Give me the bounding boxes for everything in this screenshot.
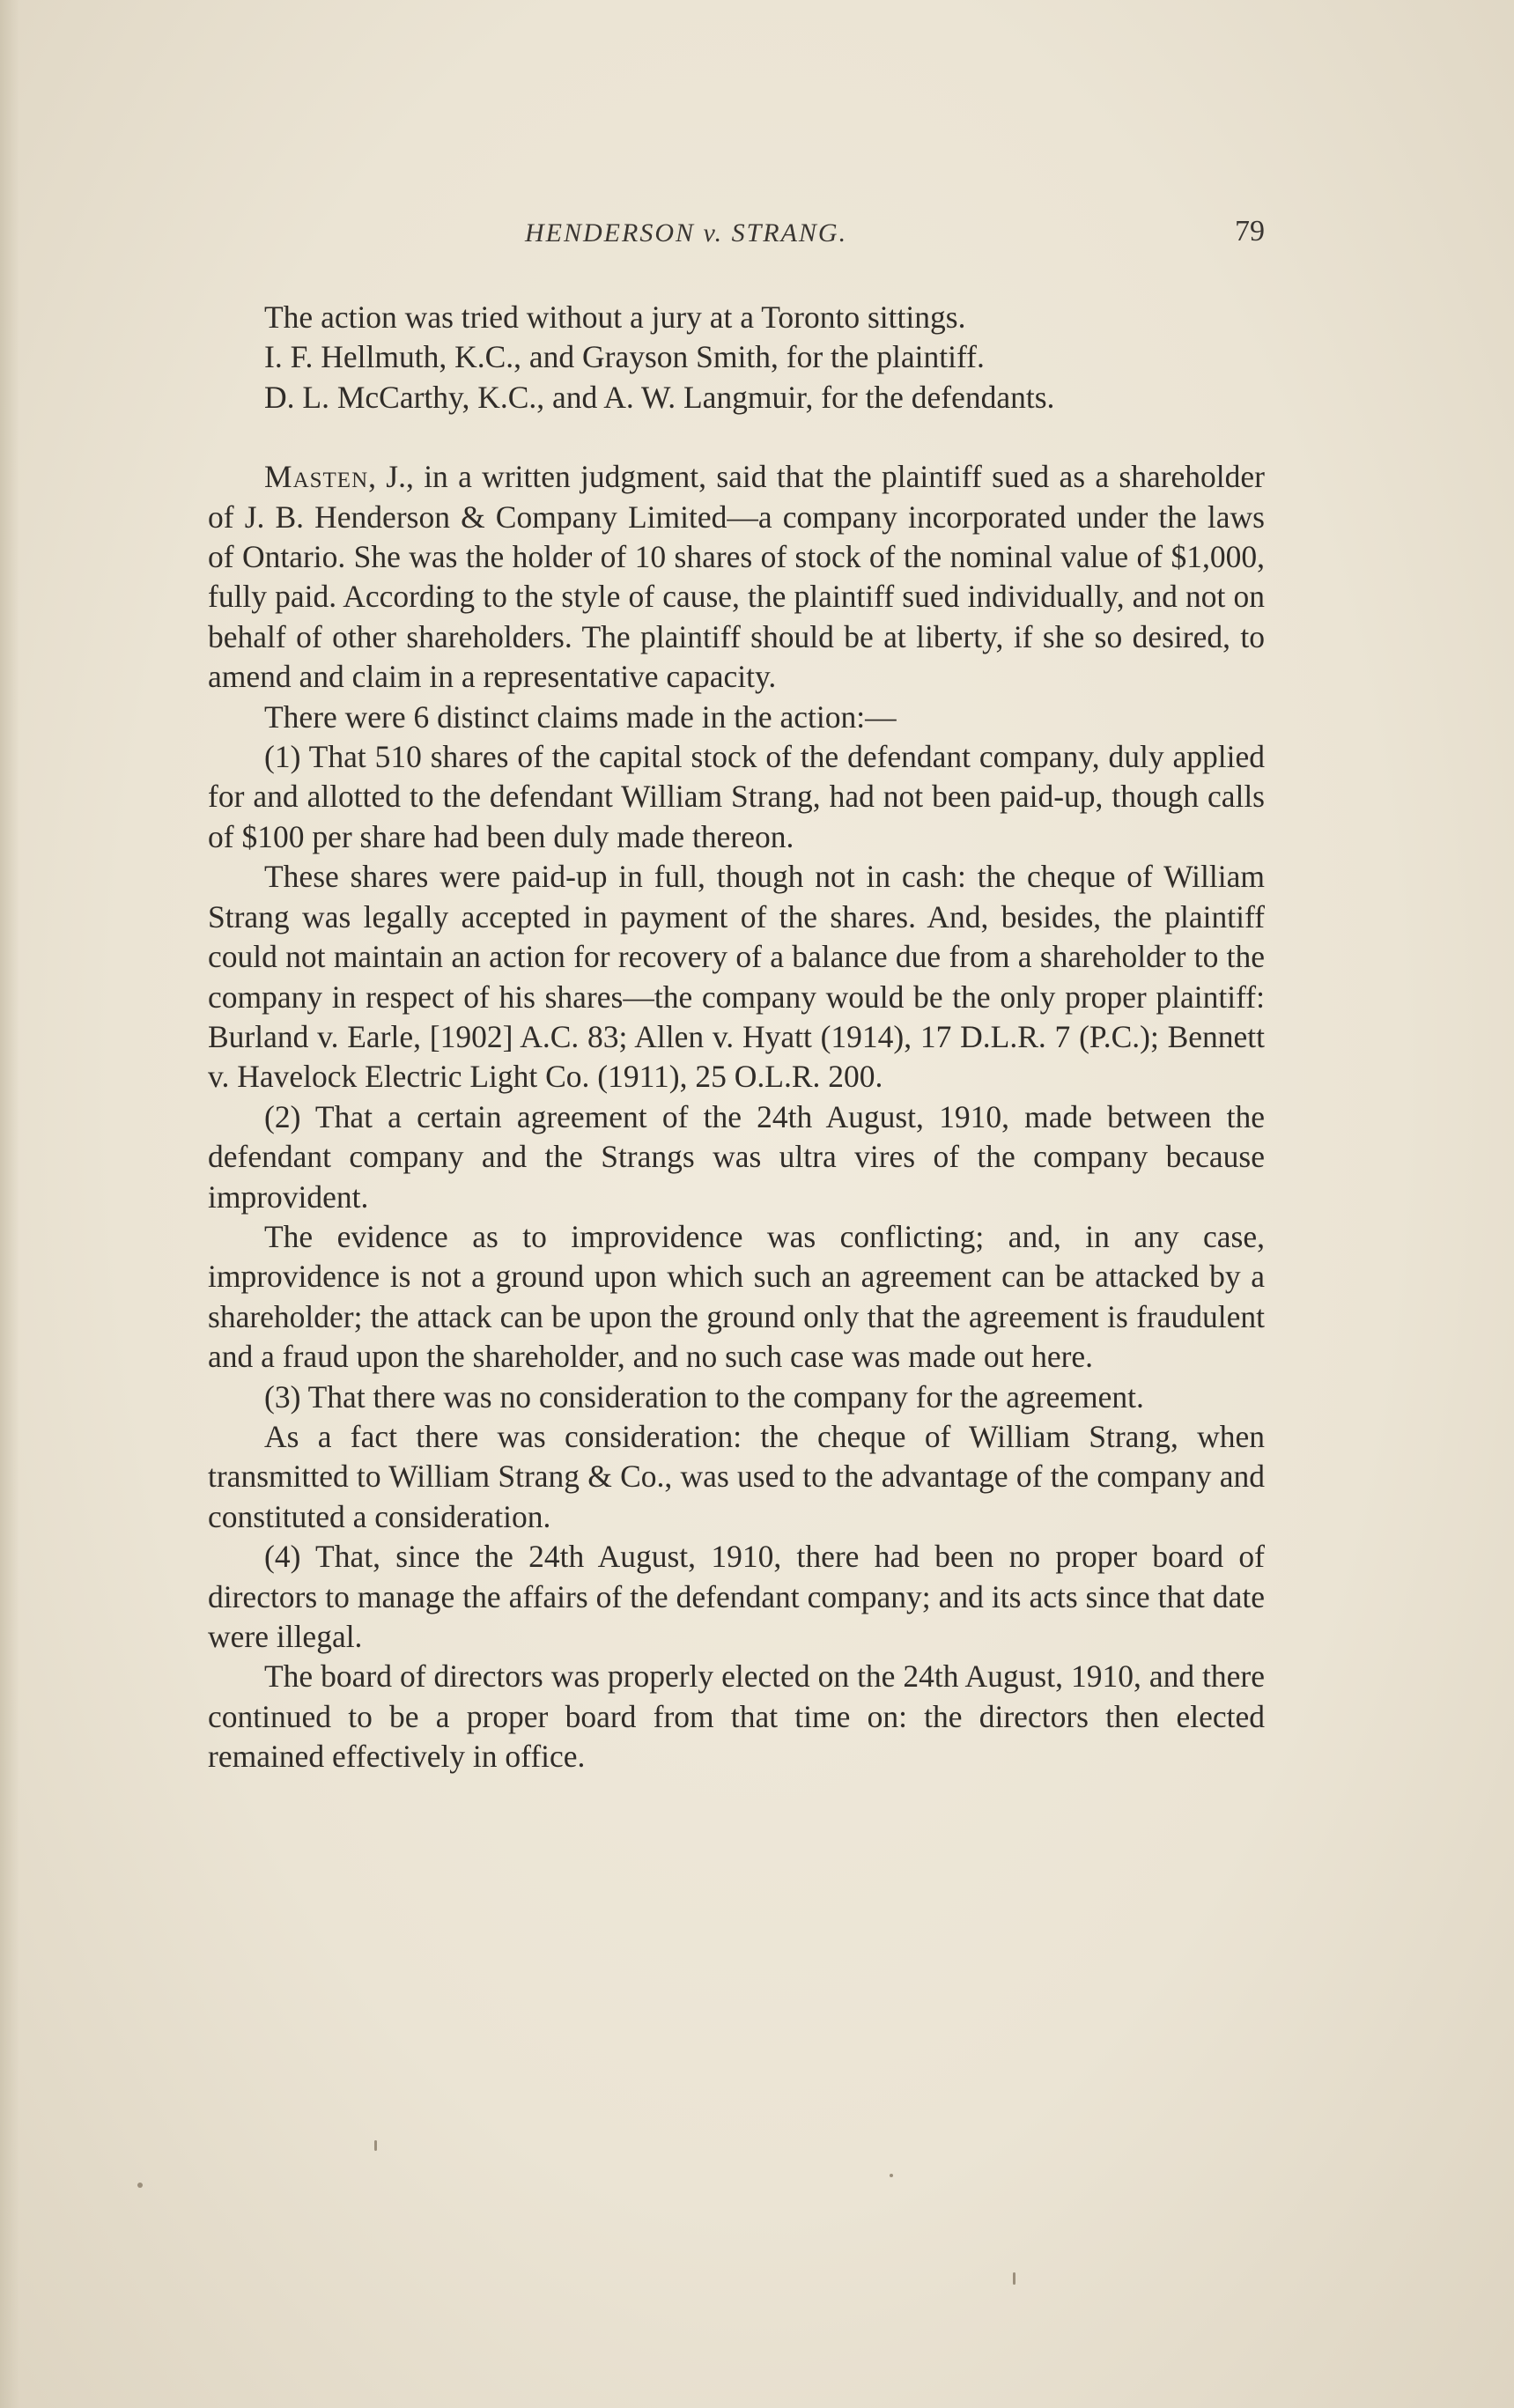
paper-speck [890,2174,893,2177]
page-edge-shadow [0,0,19,2408]
running-head [208,215,1265,257]
page-number: 79 [1235,215,1265,247]
running-title: HENDERSON v. STRANG. [525,218,848,247]
paragraph-claim-3: (3) That there was no consideration to the company for the agreement. [264,1378,1144,1415]
paragraph-claim-2: (2) That a certain agreement of the 24th August, 1910, made between the defendant company and the Strangs was ultra vires of the company because improvident. [208,1098,1265,1215]
paragraph-judgment [208,457,1265,697]
paper-speck [374,2140,377,2151]
paragraph-answer-4: The board of directors was properly elected on the 24th August, 1910, and there continued to be a proper board from that time on: the directors then elected remained effectively in office. [208,1658,1265,1775]
judge-name: Masten [264,459,369,495]
body-text [208,298,1265,1777]
paragraph-claims-intro: There were 6 distinct claims made in the action:— [264,698,897,735]
paper-speck [137,2183,143,2188]
paragraph-defendant-counsel: D. L. McCarthy, K.C., and A. W. Langmuir, for the defendants. [264,379,1055,415]
paragraph-answer-1: These shares were paid-up in full, though not in cash: the cheque of William Strang was legally accepted in payment of the shares. And, besides, the plaintiff could not maintain an action for recovery of a balance due from a shareholder to the company in respect of his shares—the company would be the only proper plaintiff: Burland v. Earle, [1902] A.C. 83; Allen v. Hyatt (1914), 17 D.L.R. 7 (P.C.); Bennett v. Havelock Electric Light Co. (1911), 25 O.L.R. 200. [208,859,1265,1095]
paper-speck [1013,2272,1015,2285]
paragraph-claim-4: (4) That, since the 24th August, 1910, there had been no proper board of directors to manage the affairs of the defendant company; and its acts since that date were illegal. [208,1539,1265,1654]
paragraph-claim-1: (1) That 510 shares of the capital stock of the defendant company, duly applied for and allotted to the defendant William Strang, had not been paid-up, though calls of $100 per share had been duly made thereon. [208,739,1265,854]
judgment-text: , J., in a written judgment, said that the plaintiff sued as a shareholder of J. B. Henderson & Company Limited—a company incorporated under the laws of Ontario. She was the holder of 10 shares of stock of the nominal value of $1,000, fully paid. According to the style of cause, the plaintiff sued individually, and not on behalf of other shareholders. The plaintiff should be at liberty, if she so desired, to amend and claim in a representative capacity. [208,459,1265,695]
paragraph-answer-3: As a fact there was consideration: the cheque of William Strang, when transmitted to William Strang & Co., was used to the advantage of the company and constituted a consideration. [208,1418,1265,1534]
paragraph-answer-2: The evidence as to improvidence was conflicting; and, in any case, improvidence is not a ground upon which such an agreement can be attacked by a shareholder; the attack can be upon the ground only that the agreement is fraudulent and a fraud upon the shareholder, and no such case was made out here. [208,1218,1265,1375]
paragraph-trial: The action was tried without a jury at a Toronto sittings. [264,299,966,335]
paragraph-plaintiff-counsel: I. F. Hellmuth, K.C., and Grayson Smith, for the plaintiff. [264,339,985,375]
